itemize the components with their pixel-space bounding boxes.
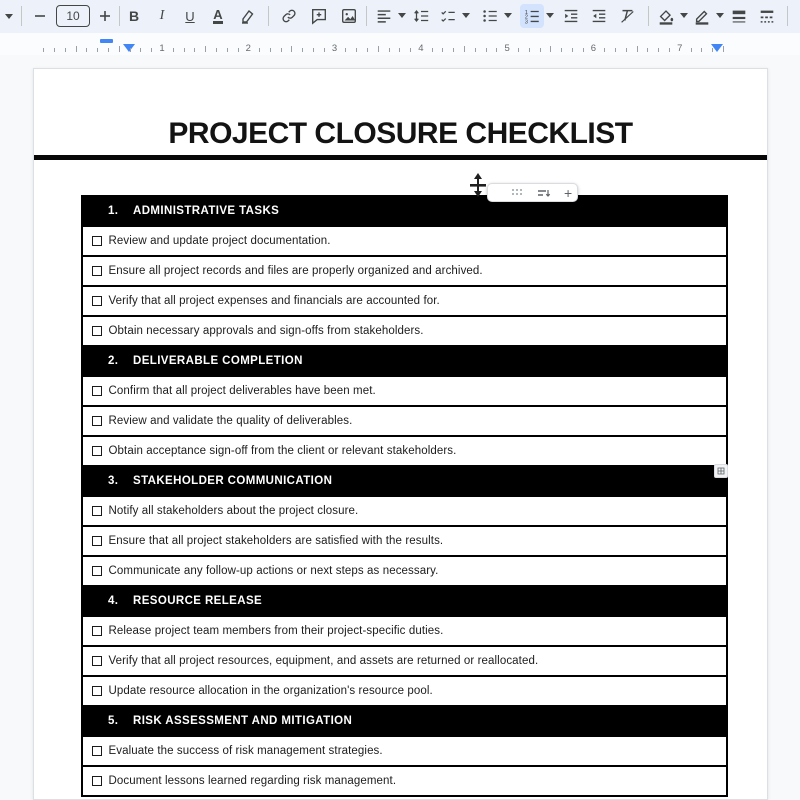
insert-link-button[interactable] [276,4,302,28]
align-left-icon [375,7,393,25]
ruler-tick [647,48,648,52]
border-color-caret[interactable] [716,13,724,18]
ruler-tick [324,48,325,52]
comment-icon [310,7,328,25]
ruler-tick [281,48,282,52]
image-icon [340,7,358,25]
border-width-icon [730,7,748,25]
ruler-tick [442,48,443,52]
ruler-tick [86,48,87,52]
ruler-tick [76,46,77,52]
ruler-inch-label: 2 [245,43,251,54]
table-grid-icon [717,467,725,475]
border-color-button[interactable] [690,4,714,28]
ruler [0,33,800,55]
checklist-item-row[interactable] [83,437,726,467]
ruler-tick [119,46,120,52]
ruler-tick [356,48,357,52]
sort-rows-icon[interactable] [537,187,551,199]
document-page[interactable] [33,68,768,800]
ruler-tick [291,46,292,52]
section-number: 4. [108,595,119,607]
first-line-indent-marker[interactable] [100,39,113,43]
ruler-tick [604,48,605,52]
svg-text:1: 1 [524,9,529,16]
checklist-item-row[interactable] [83,677,726,707]
checkbox-icon[interactable] [92,566,102,576]
align-button[interactable] [372,4,396,28]
ruler-tick [453,48,454,52]
ruler-tick [194,48,195,52]
svg-text:2: 2 [524,14,529,21]
checkbox-icon[interactable] [92,656,102,666]
checkbox-icon[interactable] [92,446,102,456]
title-rule [34,155,767,160]
checkbox-icon[interactable] [92,386,102,396]
section-header[interactable] [83,347,726,377]
ruler-tick [184,48,185,52]
section-number: 2. [108,355,119,367]
increase-indent-icon [590,7,608,25]
ruler-tick [173,48,174,52]
document-title[interactable]: PROJECT CLOSURE CHECKLIST [168,117,633,150]
decrease-indent-button[interactable] [558,4,584,28]
divider [787,6,788,26]
checklist-item-row[interactable] [83,557,726,587]
checklist-item-row[interactable] [83,767,726,797]
checkbox-icon[interactable] [92,506,102,516]
checkbox-icon[interactable] [92,746,102,756]
align-caret[interactable] [398,13,406,18]
ruler-tick [529,48,530,52]
section-heading: RESOURCE RELEASE [133,595,263,607]
ruler-inch-label: 5 [504,43,510,54]
checklist-item-label: Notify all stakeholders about the project closure. [108,505,359,517]
bold-icon: B [128,8,140,24]
ruler-tick [313,48,314,52]
divider [21,6,22,26]
decrease-font-size-button[interactable] [27,4,53,28]
ruler-tick [658,48,659,52]
italic-button[interactable] [149,4,175,28]
clear-formatting-icon [618,7,636,25]
border-dash-icon [758,7,776,25]
ruler-tick [540,48,541,52]
checklist-item-row[interactable] [83,497,726,527]
ruler-tick [399,48,400,52]
checkbox-icon[interactable] [92,296,102,306]
add-comment-button[interactable] [306,4,332,28]
text-color-button[interactable] [205,4,231,28]
ruler-inch-label: 4 [418,43,424,54]
bulleted-list-caret[interactable] [504,13,512,18]
checkbox-icon[interactable] [92,266,102,276]
increase-indent-button[interactable] [586,4,612,28]
bold-button[interactable] [121,4,147,28]
ruler-tick [615,48,616,52]
section-header[interactable] [83,197,726,227]
section-header[interactable] [83,707,726,737]
checklist-item-row[interactable] [83,617,726,647]
ruler-tick [345,48,346,52]
ruler-tick [691,48,692,52]
divider [268,6,269,26]
ruler-tick [723,46,724,52]
highlighter-icon [239,7,257,25]
checklist-item-label: Release project team members from their project-specific duties. [108,625,444,637]
ruler-tick [626,48,627,52]
ruler-tick [475,48,476,52]
checkbox-icon[interactable] [92,626,102,636]
ruler-tick [108,48,109,52]
line-spacing-button[interactable] [408,4,434,28]
insert-image-button[interactable] [336,4,362,28]
ruler-tick [43,48,44,52]
ruler-tick [151,48,152,52]
ruler-tick [367,48,368,52]
section-number: 5. [108,715,119,727]
checklist-item-row[interactable] [83,527,726,557]
ruler-tick [205,46,206,52]
line-spacing-icon [412,7,430,25]
checklist-table [81,195,728,797]
checkbox-icon[interactable] [92,236,102,246]
ruler-tick [65,48,66,52]
checklist-item-label: Review and update project documentation. [108,235,331,247]
section-header[interactable] [83,467,726,497]
checkbox-icon[interactable] [92,536,102,546]
checklist-item-row[interactable] [83,317,726,347]
checklist-item-label: Ensure all project records and files are properly organized and archived. [108,265,483,277]
numbered-list-icon [523,7,541,25]
border-width-button[interactable] [726,4,752,28]
checklist-item-label: Verify that all project resources, equipment, and assets are returned or reallocated. [108,655,539,667]
ruler-tick [238,48,239,52]
font-size-input[interactable] [56,5,90,27]
checklist-icon [439,7,457,25]
divider [648,6,649,26]
ruler-tick [410,48,411,52]
ruler-tick [259,48,260,52]
section-number: 3. [108,475,119,487]
numbered-list-caret[interactable] [546,13,554,18]
toolbar-overflow-caret[interactable] [0,4,18,28]
checklist-item-label: Document lessons learned regarding risk management. [108,775,397,787]
ruler-tick [227,48,228,52]
checklist-item-label: Update resource allocation in the organization's resource pool. [108,685,433,697]
border-dash-button[interactable] [754,4,780,28]
decrease-indent-icon [562,7,580,25]
text-color-icon: A [213,7,223,22]
ruler-tick [216,48,217,52]
ruler-tick [270,48,271,52]
add-row-button[interactable]: + [564,184,573,201]
ruler-tick [496,48,497,52]
ruler-inch-label: 3 [331,43,338,54]
checklist-item-label: Confirm that all project deliverables have been met. [108,385,376,397]
fill-color-caret[interactable] [680,13,688,18]
checklist-item-label: Evaluate the success of risk management strategies. [108,745,383,757]
checklist-button[interactable] [436,4,460,28]
increase-font-size-button[interactable] [92,4,118,28]
ruler-tick [302,48,303,52]
fill-color-button[interactable] [654,4,678,28]
ruler-tick [518,48,519,52]
ruler-tick [550,46,551,52]
table-quick-action-button[interactable] [714,464,728,478]
bulleted-list-icon [481,7,499,25]
document-canvas [0,55,800,800]
ruler-tick [669,48,670,52]
ruler-inch-label: 6 [590,43,597,54]
checklist-item-row[interactable] [83,227,726,257]
ruler-inch-label: 1 [159,43,165,54]
ruler-tick [712,48,713,52]
checkbox-icon[interactable] [92,326,102,336]
checkbox-icon[interactable] [92,416,102,426]
numbered-list-button[interactable] [520,4,544,28]
divider [119,6,120,26]
ruler-tick [572,48,573,52]
section-heading: DELIVERABLE COMPLETION [133,355,303,367]
ruler-tick [486,48,487,52]
section-header[interactable] [83,587,726,617]
ruler-tick [637,46,638,52]
checklist-item-label: Obtain acceptance sign-off from the client or relevant stakeholders. [108,445,457,457]
underline-button[interactable] [177,4,203,28]
ruler-tick [432,48,433,52]
bulleted-list-button[interactable] [478,4,502,28]
vertical-move-icon [468,172,488,198]
checklist-item-row[interactable] [83,377,726,407]
checklist-item-label: Ensure that all project stakeholders are satisfied with the results. [108,535,444,547]
font-size-value: 10 [66,9,80,23]
svg-text:3: 3 [524,19,529,25]
link-icon [280,7,298,25]
toolbar [0,0,800,33]
ruler-tick [378,46,379,52]
ruler-tick [464,46,465,52]
underline-icon: U [185,8,195,24]
checklist-item-label: Communicate any follow-up actions or next steps as necessary. [108,565,439,577]
ruler-tick [130,48,131,52]
ruler-inch-label: 7 [677,43,683,54]
ruler-tick [583,48,584,52]
ruler-tick [701,48,702,52]
drag-handle-icon[interactable] [512,189,524,197]
checkbox-icon[interactable] [92,776,102,786]
row-move-handle[interactable] [468,172,488,203]
ruler-tick [140,48,141,52]
checklist-item-label: Review and validate the quality of deliverables. [108,415,353,427]
section-heading: RISK ASSESSMENT AND MITIGATION [133,715,353,727]
section-number: 1. [108,205,119,217]
section-heading: ADMINISTRATIVE TASKS [133,205,280,217]
ruler-tick [54,48,55,52]
checklist-item-label: Verify that all project expenses and financials are accounted for. [108,295,440,307]
checklist-item-row[interactable] [83,287,726,317]
ruler-tick [561,48,562,52]
border-pen-icon [693,7,711,25]
divider [366,6,367,26]
highlight-color-button[interactable] [235,4,261,28]
checklist-item-row[interactable] [83,647,726,677]
clear-formatting-button[interactable] [614,4,640,28]
italic-icon: I [159,8,165,23]
checklist-item-label: Obtain necessary approvals and sign-offs from stakeholders. [108,325,424,337]
checklist-item-row[interactable] [83,257,726,287]
checklist-item-row[interactable] [83,737,726,767]
checklist-caret[interactable] [462,13,470,18]
section-heading: STAKEHOLDER COMMUNICATION [133,475,333,487]
ruler-tick [389,48,390,52]
checklist-item-row[interactable] [83,407,726,437]
ruler-tick [97,48,98,52]
paint-bucket-icon [657,7,675,25]
table-controls-pill [487,183,578,202]
checkbox-icon[interactable] [92,686,102,696]
